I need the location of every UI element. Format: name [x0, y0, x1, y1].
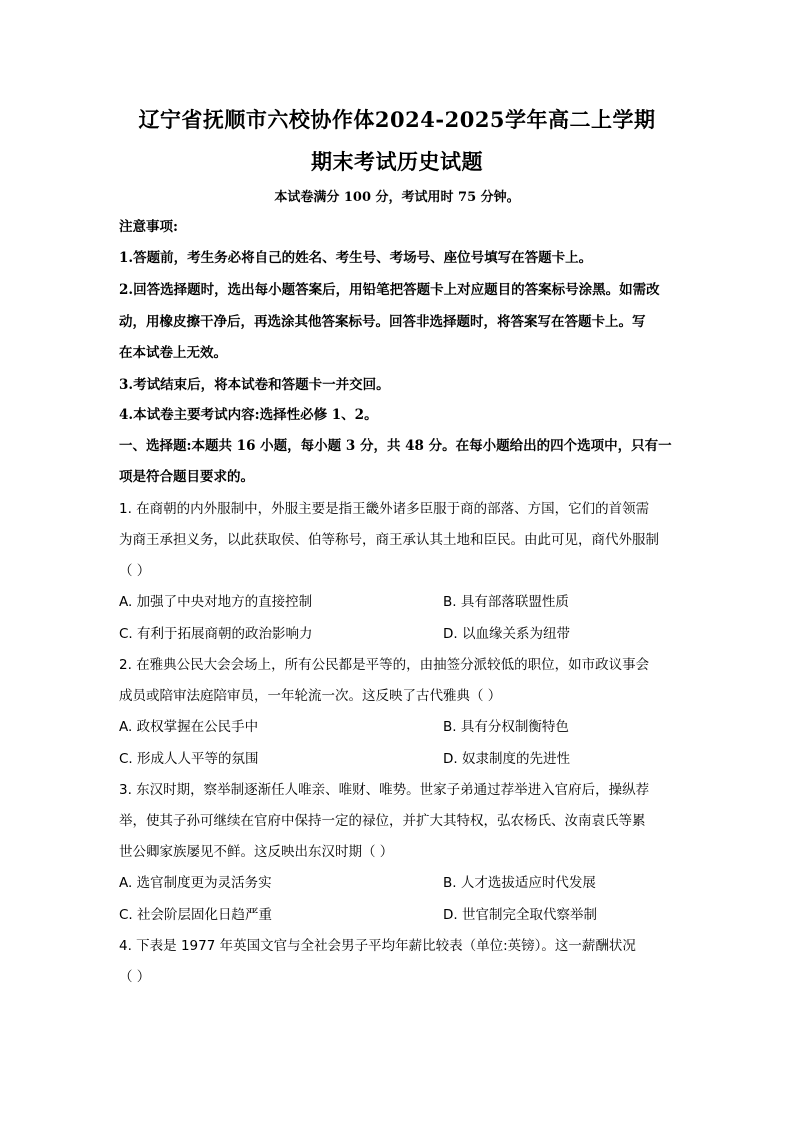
exam-title-line2: 期末考试历史试题	[311, 149, 483, 174]
note-4: 4.本试卷主要考试内容:选择性必修 1、2。	[119, 407, 378, 423]
question-4-line1: 4. 下表是 1977 年英国文官与全社会男子平均年薪比较表（单位:英镑）。这一薪酬状况	[119, 938, 636, 954]
section-heading-line1: 一、选择题:本题共 16 小题，每小题 3 分，共 48 分。在每小题给出的四个选项中，只有一	[119, 438, 672, 454]
question-3-line1: 3. 东汉时期，察举制逐渐任人唯亲、唯财、唯势。世家子弟通过荐举进入官府后，操纵荐	[119, 782, 650, 798]
notes-heading: 注意事项:	[119, 219, 178, 235]
question-2-option-d: D. 奴隶制度的先进性	[443, 751, 570, 767]
section-heading-line2: 项是符合题目要求的。	[119, 469, 254, 485]
question-1-option-b: B. 具有部落联盟性质	[443, 594, 569, 610]
question-1-answer-blank: （ ）	[119, 563, 151, 579]
note-2-line2: 动，用橡皮擦干净后，再选涂其他答案标号。回答非选择题时，将答案写在答题卡上。写	[119, 314, 646, 330]
question-3-option-c: C. 社会阶层固化日趋严重	[119, 907, 273, 923]
question-2-option-b: B. 具有分权制衡特色	[443, 719, 569, 735]
note-3: 3.考试结束后，将本试卷和答题卡一并交回。	[119, 377, 390, 393]
question-4-answer-blank: （ ）	[119, 969, 151, 985]
question-2-line2: 成员或陪审法庭陪审员，一年轮流一次。这反映了古代雅典（ ）	[119, 688, 502, 704]
exam-title-line1: 辽宁省抚顺市六校协作体2024-2025学年高二上学期	[138, 107, 656, 132]
question-3-line3: 世公卿家族屡见不鲜。这反映出东汉时期（ ）	[119, 844, 394, 860]
question-3-option-b: B. 人才选拔适应时代发展	[443, 875, 596, 891]
question-2-option-a: A. 政权掌握在公民手中	[119, 719, 259, 735]
question-2-option-c: C. 形成人人平等的氛围	[119, 751, 259, 767]
question-3-line2: 举，使其子孙可继续在官府中保持一定的禄位，并扩大其特权，弘农杨氏、汝南袁氏等累	[119, 813, 646, 829]
question-1-line2: 为商王承担义务，以此获取侯、伯等称号，商王承认其土地和臣民。由此可见，商代外服制	[119, 532, 659, 548]
question-1-option-c: C. 有利于拓展商朝的政治影响力	[119, 626, 313, 642]
question-2-line1: 2. 在雅典公民大会会场上，所有公民都是平等的，由抽签分派较低的职位，如市政议事会	[119, 657, 650, 673]
question-3-option-a: A. 选官制度更为灵活务实	[119, 875, 272, 891]
question-1-option-a: A. 加强了中央对地方的直接控制	[119, 594, 313, 610]
note-1: 1.答题前，考生务必将自己的姓名、考生号、考场号、座位号填写在答题卡上。	[119, 250, 593, 266]
question-1-option-d: D. 以血缘关系为纽带	[443, 626, 570, 642]
note-2-line3: 在本试卷上无效。	[119, 345, 227, 361]
exam-subtitle: 本试卷满分 100 分，考试用时 75 分钟。	[274, 190, 520, 205]
note-2-line1: 2.回答选择题时，选出每小题答案后，用铅笔把答题卡上对应题目的答案标号涂黑。如需改	[119, 282, 660, 298]
question-1-line1: 1. 在商朝的内外服制中，外服主要是指王畿外诸多臣服于商的部落、方国，它们的首领需	[119, 501, 650, 517]
question-3-option-d: D. 世官制完全取代察举制	[443, 907, 597, 923]
